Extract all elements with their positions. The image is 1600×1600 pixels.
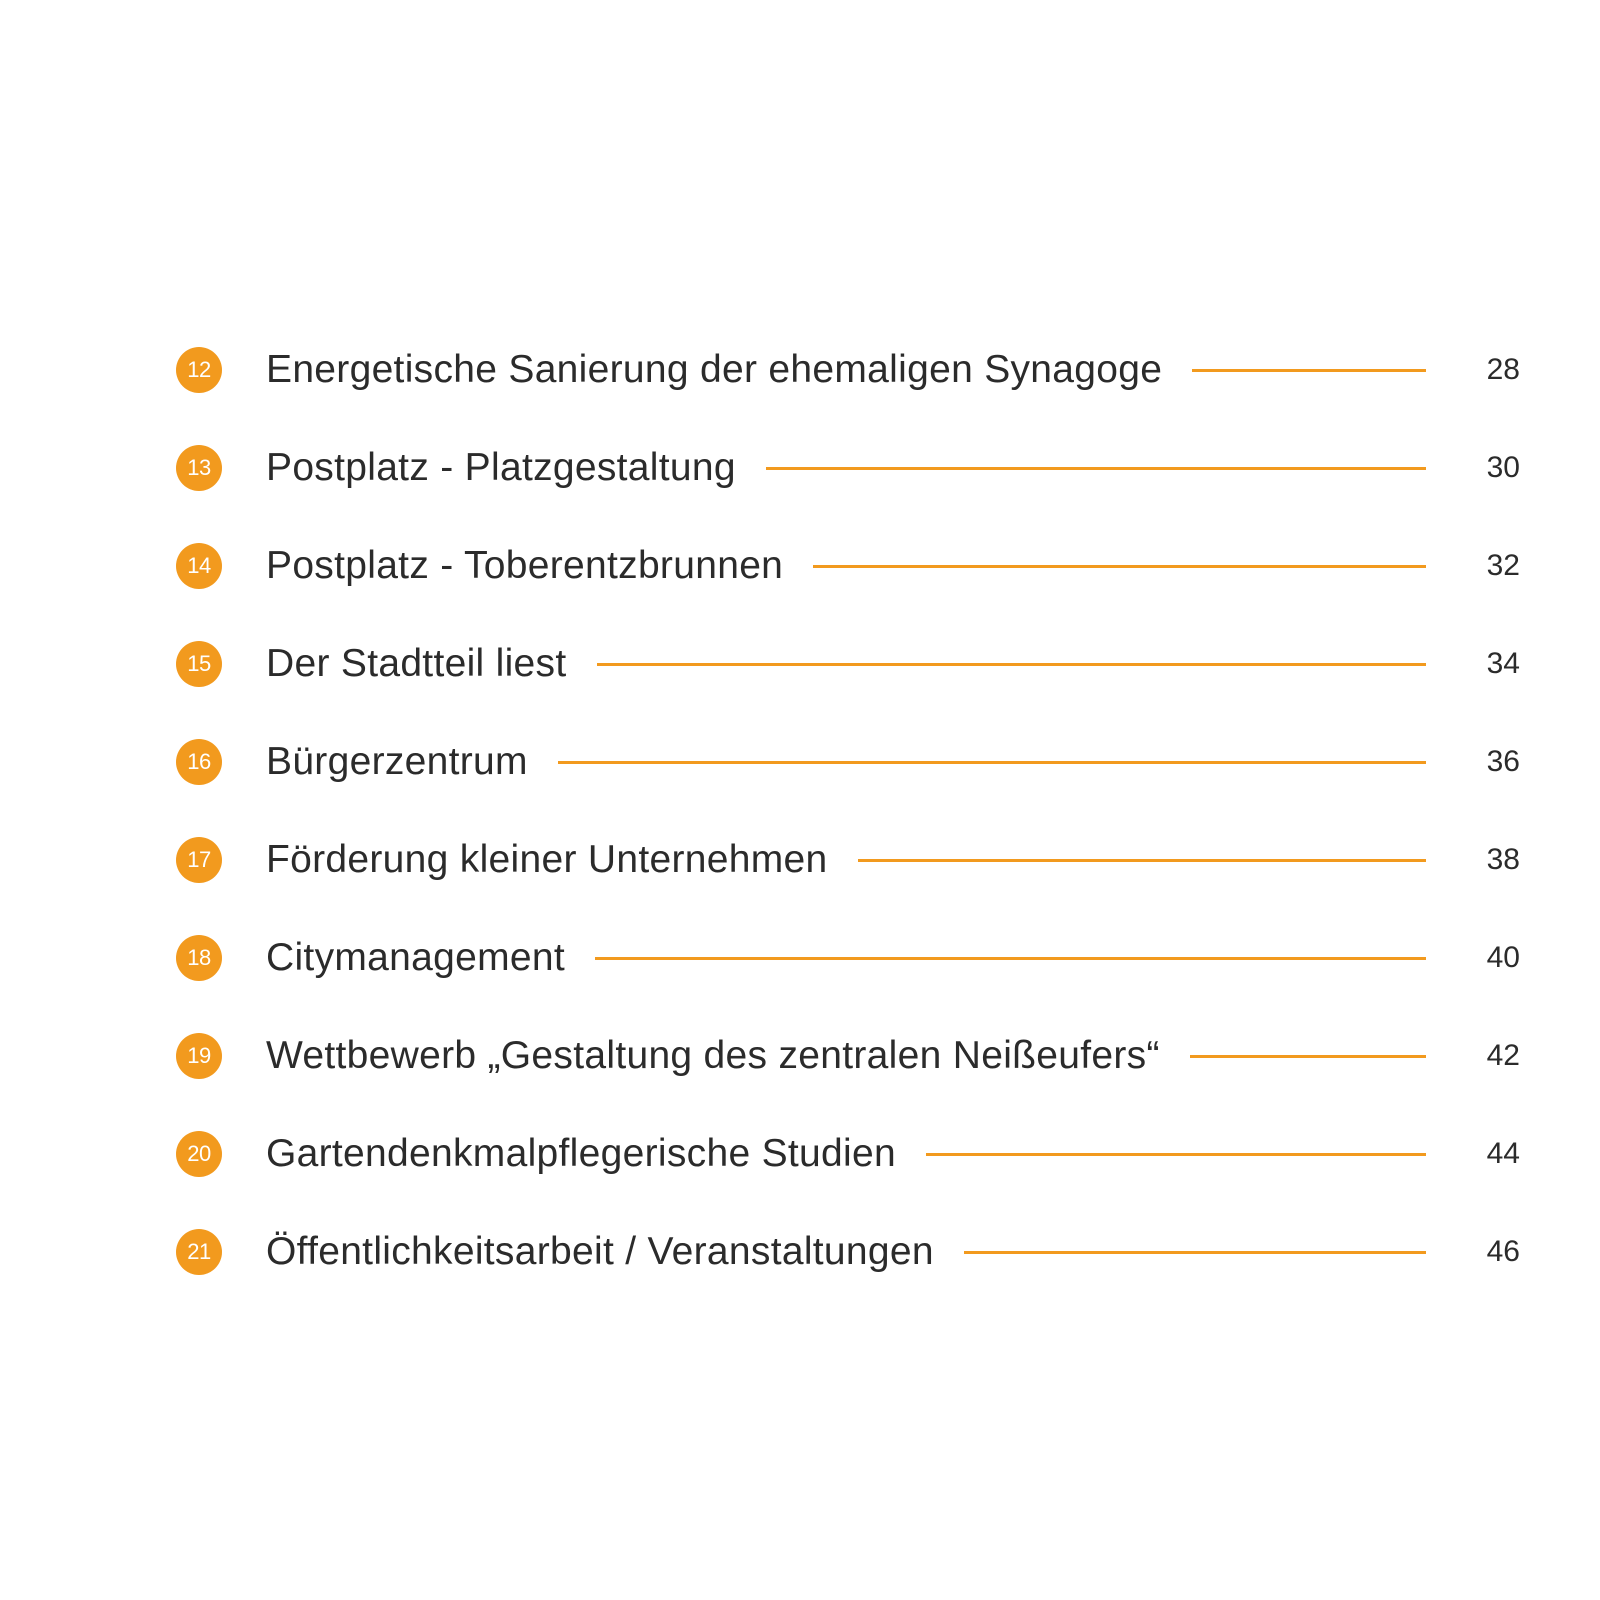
chapter-title: Wettbewerb „Gestaltung des zentralen Neißeufers“	[266, 1034, 1160, 1077]
toc-entry[interactable]	[176, 1105, 1520, 1203]
page-number: 28	[1486, 353, 1520, 386]
chapter-number-badge: 21	[176, 1229, 222, 1275]
chapter-number-badge: 19	[176, 1033, 222, 1079]
leader-line	[1190, 1055, 1426, 1058]
chapter-number-badge: 18	[176, 935, 222, 981]
chapter-title: Postplatz - Platzgestaltung	[266, 446, 736, 489]
toc-entry[interactable]	[176, 713, 1520, 811]
chapter-number-badge: 17	[176, 837, 222, 883]
chapter-title: Förderung kleiner Unternehmen	[266, 838, 828, 881]
page-number: 32	[1486, 549, 1520, 582]
toc-entry[interactable]	[176, 517, 1520, 615]
page-number: 30	[1486, 451, 1520, 484]
chapter-title: Der Stadtteil liest	[266, 642, 567, 685]
toc-entry[interactable]	[176, 909, 1520, 1007]
toc-entry[interactable]	[176, 811, 1520, 909]
chapter-number-badge: 15	[176, 641, 222, 687]
chapter-number-badge: 20	[176, 1131, 222, 1177]
page-number: 42	[1486, 1039, 1520, 1072]
page-number: 46	[1486, 1235, 1520, 1268]
chapter-title: Gartendenkmalpflegerische Studien	[266, 1132, 896, 1175]
toc-entry[interactable]	[176, 1203, 1520, 1301]
toc-entry[interactable]	[176, 321, 1520, 419]
leader-line	[1192, 369, 1426, 372]
leader-line	[926, 1153, 1426, 1156]
page-number: 44	[1486, 1137, 1520, 1170]
toc-entry[interactable]	[176, 615, 1520, 713]
chapter-title: Energetische Sanierung der ehemaligen Synagoge	[266, 348, 1163, 391]
leader-line	[558, 761, 1426, 764]
chapter-title: Citymanagement	[266, 936, 566, 979]
chapter-number-badge: 14	[176, 543, 222, 589]
toc-entry[interactable]	[176, 419, 1520, 517]
chapter-number-badge: 12	[176, 347, 222, 393]
leader-line	[595, 957, 1426, 960]
chapter-number-badge: 16	[176, 739, 222, 785]
leader-line	[766, 467, 1426, 470]
leader-line	[858, 859, 1427, 862]
leader-line	[597, 663, 1427, 666]
leader-line	[813, 565, 1426, 568]
chapter-title: Öffentlichkeitsarbeit / Veranstaltungen	[266, 1230, 934, 1273]
leader-line	[964, 1251, 1426, 1254]
chapter-title: Bürgerzentrum	[266, 740, 528, 783]
chapter-title: Postplatz - Toberentzbrunnen	[266, 544, 784, 587]
page-number: 38	[1486, 843, 1520, 876]
chapter-number-badge: 13	[176, 445, 222, 491]
page-number: 36	[1486, 745, 1520, 778]
page-number: 40	[1486, 941, 1520, 974]
toc-entry[interactable]	[176, 1007, 1520, 1105]
table-of-contents	[176, 321, 1520, 1301]
page-number: 34	[1486, 647, 1520, 680]
